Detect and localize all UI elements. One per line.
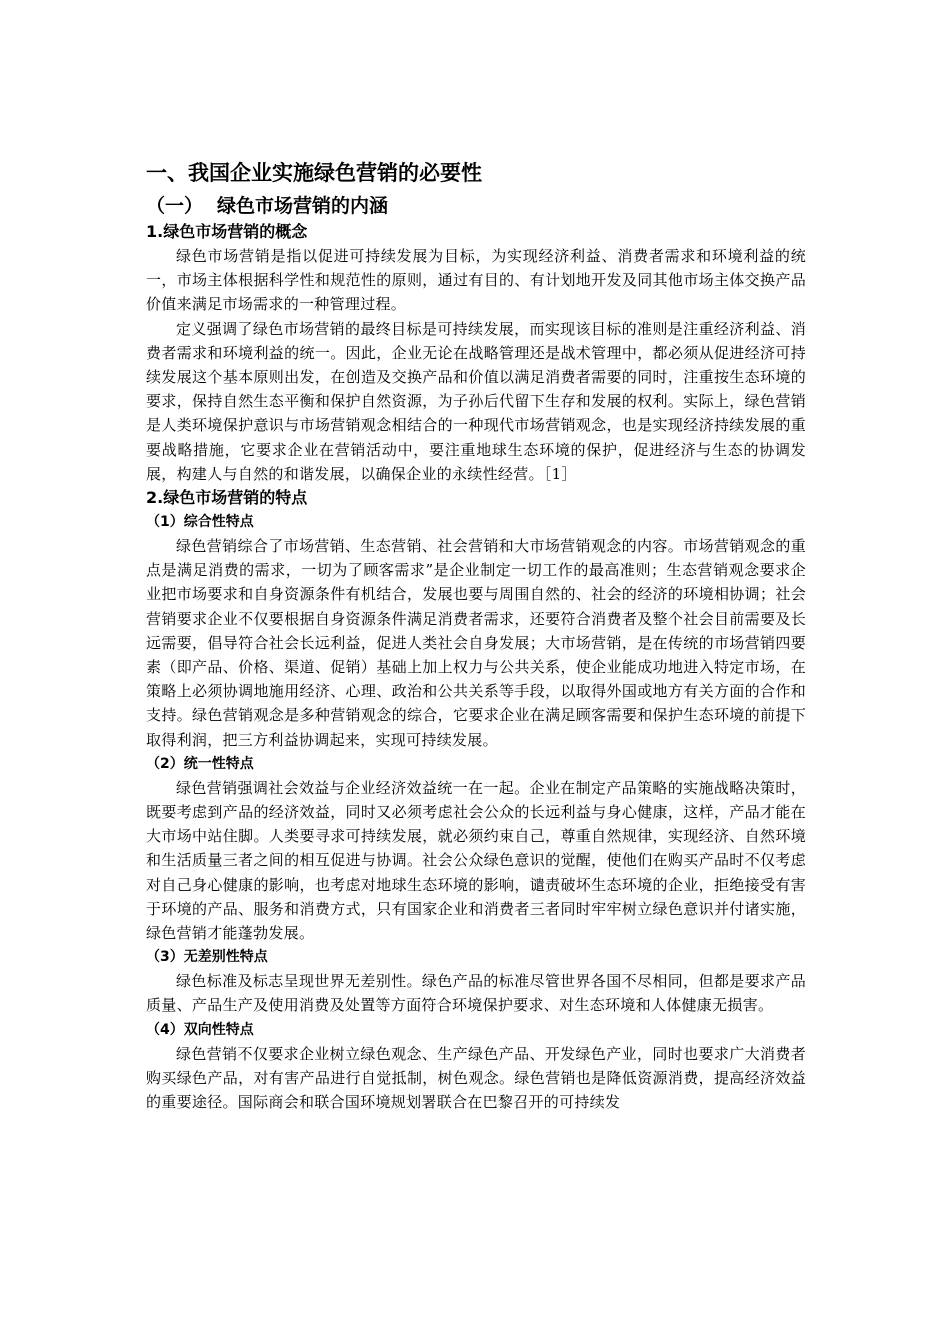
feature-title-bidirectional: （4）双向性特点 <box>146 1021 254 1038</box>
feature-title-universal: （3）无差别性特点 <box>146 949 268 966</box>
feature-text-unity: 绿色营销强调社会效益与企业经济效益统一在一起。企业在制定产品策略的实施战略决策时，既要考虑到产品的经济效益，同时又必须考虑社会公众的长远利益与身心健康，这样，产品才能在大市场中站住脚。人类要寻求可持续发展，就必须约束自己，尊重自然规律，实现经济、自然环境和生活质量三者之间的相互促进与协调。社会公众绿色意识的觉醒，使他们在购买产品时不仅考虑对自己身心健康的影响，也考虑对地球生态环境的影响，谴责破坏生态环境的企业，拒绝接受有害于环境的产品、服务和消费方式，只有国家企业和消费者三者同时牢牢树立绿色意识并付诸实施，绿色营销才能蓬勃发展。 <box>146 778 806 943</box>
chapter-heading: 一、我国企业实施绿色营销的必要性 <box>146 161 482 185</box>
feature-title-unity: （2）统一性特点 <box>146 755 254 772</box>
feature-text-bidirectional: 绿色营销不仅要求企业树立绿色观念、生产绿色产品、开发绿色产业，同时也要求广大消费者购买绿色产品，对有害产品进行自觉抵制，树色观念。绿色营销也是降低资源消费，提高经济效益的重要途径。国际商会和联合国环境规划署联合在巴黎召开的可持续发 <box>146 1044 806 1112</box>
feature-text-universal: 绿色标准及标志呈现世界无差别性。绿色产品的标准尽管世界各国不尽相同，但都是要求产品质量、产品生产及使用消费及处置等方面符合环境保护要求、对生态环境和人体健康无损害。 <box>146 972 806 1015</box>
subsection-title-features: 2.绿色市场营销的特点 <box>146 488 308 508</box>
subsection-title-concept: 1.绿色市场营销的概念 <box>146 222 308 241</box>
paragraph-definition: 绿色市场营销是指以促进可持续发展为目标，为实现经济利益、消费者需求和环境利益的统一，市场主体根据科学性和规范性的原则，通过有目的、有计划地开发及同其他市场主体交换产品价值来满足市场需求的一种管理过程。 <box>146 247 806 314</box>
section-number: （一） <box>146 195 204 217</box>
feature-title-comprehensive: （1）综合性特点 <box>146 514 254 531</box>
feature-text-comprehensive: 绿色营销综合了市场营销、生态营销、社会营销和大市场营销观念的内容。市场营销观念的重点是满足消费的需求，一切为了顾客需求”是企业制定一切工作的最高准则；生态营销观念要求企业把市场要求和自身资源条件有机结合，发展也要与周围自然的、社会的经济的环境相协调；社会营销要求企业不仅要根据自身资源条件满足消费者需求，还要符合消费者及整个社会目前需要及长远需要，倡导符合社会长远利益，促进人类社会自身发展；大市场营销，是在传统的市场营销四要素（即产品、价格、渠道、促销）基础上加上权力与公共关系，使企业能成功地进入特定市场，在策略上必须协调地施用经济、心理、政治和公共关系等手段，以取得外国或地方有关方面的合作和支持。绿色营销观念是多种营销观念的综合，它要求企业在满足顾客需要和保护生态环境的前提下取得利润，把三方利益协调起来，实现可持续发展。 <box>146 537 806 749</box>
section-heading <box>146 192 806 220</box>
section-title: 绿色市场营销的内涵 <box>217 195 389 217</box>
paragraph-explanation: 定义强调了绿色市场营销的最终目标是可持续发展，而实现该目标的准则是注重经济利益、消费者需求和环境利益的统一。因此，企业无论在战略管理还是战术管理中，都必须从促进经济可持续发展这个基本原则出发，在创造及交换产品和价值以满足消费者需要的同时，注重按生态环境的要求，保持自然生态平衡和保护自然资源，为子孙后代留下生存和发展的权利。实际上，绿色营销是人类环境保护意识与市场营销观念相结合的一种现代市场营销观念，也是实现经济持续发展的重要战略措施，它要求企业在营销活动中，要注重地球生态环境的保护，促进经济与生态的协调发展，构建人与自然的和谐发展，以确保企业的永续性经营。［1］ <box>146 319 806 483</box>
document-page <box>146 158 806 1114</box>
